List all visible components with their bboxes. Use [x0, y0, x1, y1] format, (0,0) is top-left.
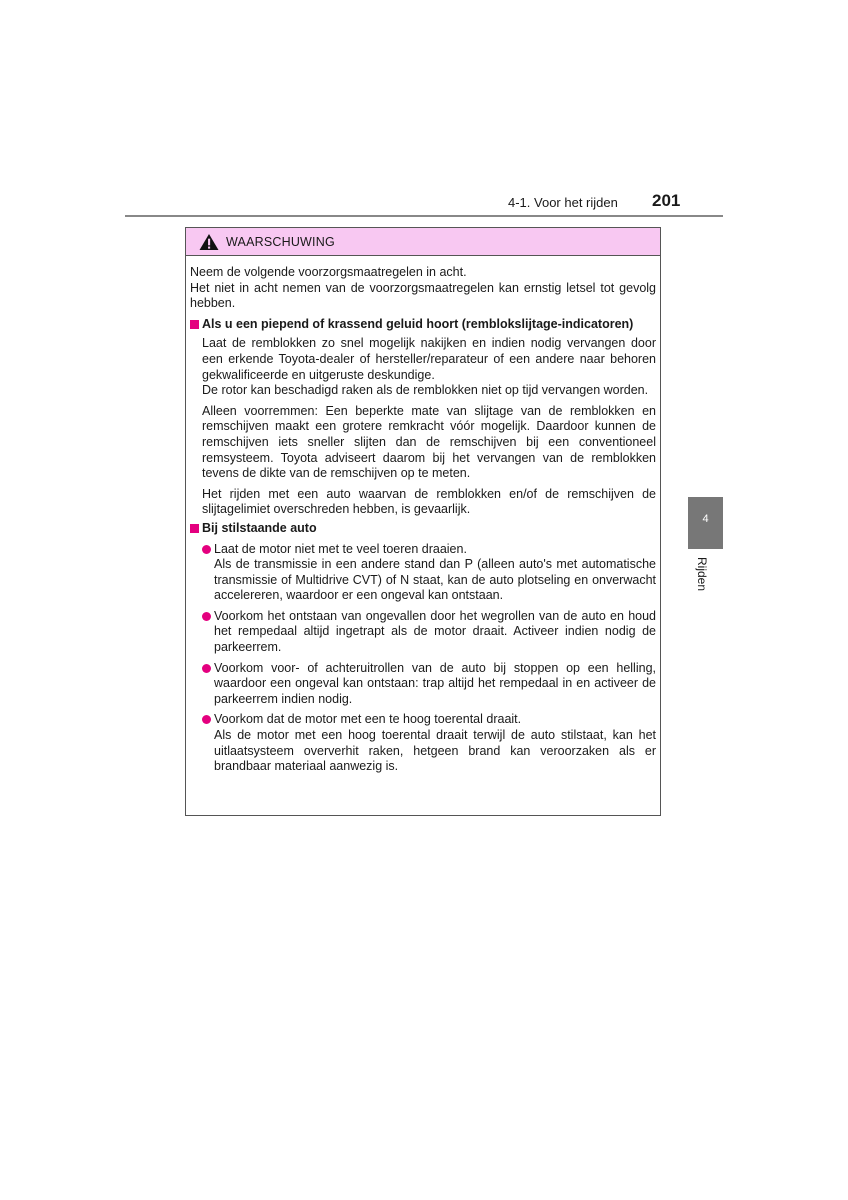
header-divider — [125, 215, 723, 217]
paragraph-block — [190, 404, 656, 482]
section-paragraph-group — [190, 336, 656, 398]
bullet-text: Voorkom voor- of achteruitrollen van de auto bij stoppen op een helling, waardoor een ongeval kan ontstaan: trap altijd het rempedaal in en activeer de parkeerrem indien nodig. — [214, 660, 656, 706]
warning-header — [186, 228, 660, 256]
bullet-text: Als de motor met een hoog toerental draait terwijl de auto stilstaat, kan het uitlaatsysteem oververhit raken, hetgeen brand kan veroorzaken als er brandbaar materiaal aanwezig is. — [214, 728, 656, 774]
magenta-dot-icon — [202, 715, 211, 724]
warning-body — [186, 256, 660, 775]
intro-line: Het niet in acht nemen van de voorzorgsmaatregelen kan ernstig letsel tot gevolg hebben. — [190, 280, 656, 311]
bullet-text: Als de transmissie in een andere stand dan P (alleen auto's met automatische transmissie of Multidrive CVT) of N staat, kan de auto plotseling en onverwacht accelereren, waardoor er een ongeval kan ontstaan. — [214, 557, 656, 603]
warning-box — [185, 227, 661, 816]
bullet-text: Laat de motor niet met te veel toeren draaien. — [214, 541, 467, 556]
magenta-dot-icon — [202, 545, 211, 554]
magenta-square-icon — [190, 524, 199, 533]
bullet-item — [190, 542, 656, 604]
bullet-item — [190, 712, 656, 774]
paragraph-block — [190, 487, 656, 518]
bullet-item — [190, 661, 656, 708]
header-section-title: 4-1. Voor het rijden — [508, 195, 618, 210]
bullet-text: Voorkom het ontstaan van ongevallen door het wegrollen van de auto en houd het rempedaal altijd ingetrapt als de motor draait. Activeer indien nodig de parkeerrem. — [214, 608, 656, 655]
paragraph: Alleen voorremmen: Een beperkte mate van slijtage van de remblokken en remschijven maakt een grotere remkracht vóór mogelijk. Daardoor kunnen de remschijven iets sneller slijten dan de remschijven bij een conventioneel remsysteem. Toyota adviseert daarom bij het vervangen van de remblokken tevens de dikte van de remschijven op te meten. — [202, 403, 656, 481]
warning-intro — [190, 265, 656, 312]
paragraph: Het rijden met een auto waarvan de remblokken en/of de remschijven de slijtagelimiet overschreden hebben, is gevaarlijk. — [202, 486, 656, 517]
warning-title: WAARSCHUWING — [226, 234, 335, 249]
section-heading-text: Bij stilstaande auto — [202, 520, 317, 535]
magenta-square-icon — [190, 320, 199, 329]
bullet-item — [190, 609, 656, 656]
warning-triangle-icon — [198, 233, 220, 251]
magenta-dot-icon — [202, 612, 211, 621]
chapter-label: Rijden — [695, 557, 709, 592]
section-heading — [190, 317, 656, 333]
section-heading — [190, 521, 656, 537]
page-number: 201 — [652, 191, 681, 210]
bullet-text: Voorkom dat de motor met een te hoog toerental draait. — [214, 712, 522, 727]
magenta-dot-icon — [202, 664, 211, 673]
intro-line: Neem de volgende voorzorgsmaatregelen in acht. — [190, 265, 467, 279]
chapter-tab: 4 — [688, 497, 723, 549]
paragraph: De rotor kan beschadigd raken als de remblokken niet op tijd vervangen worden. — [202, 383, 649, 398]
paragraph: Laat de remblokken zo snel mogelijk nakijken en indien nodig vervangen door een erkende Toyota-dealer of hersteller/reparateur of een andere naar behoren gekwalificeerde en uitgeruste deskundige. — [202, 336, 656, 382]
section-heading-text: Als u een piepend of krassend geluid hoort (remblokslijtage-indicatoren) — [202, 316, 634, 331]
